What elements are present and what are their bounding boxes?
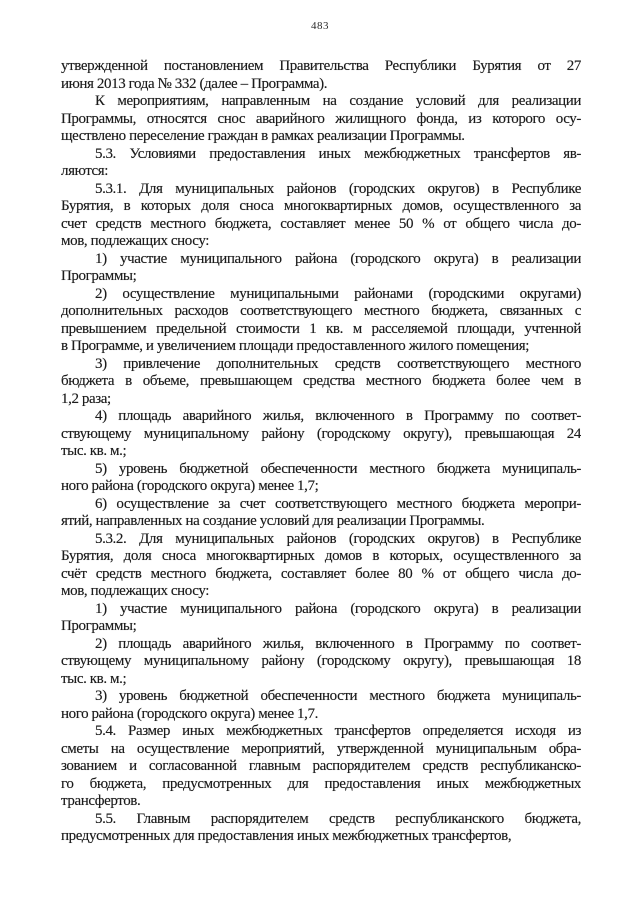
text-line: го бюджета, предусмотренных для предоставления иных межбюджетных — [61, 775, 581, 792]
text-line: мов, подлежащих сносу: — [61, 233, 209, 249]
text-line: дополнительных расходов соответствующего местного бюджета, связанных с — [61, 303, 581, 319]
text-line: трансфертов. — [61, 793, 141, 809]
text-line: ствующему муниципальному району (городскому округу), превышающая 24 — [61, 425, 581, 442]
text-line: сметы на осуществление мероприятий, утвержденной муниципальным обра- — [61, 740, 581, 757]
text-line: 1) участие муниципального района (городского округа) в реализации — [95, 250, 581, 267]
text-line: ного района (городского округа) менее 1,7. — [61, 705, 318, 722]
text-line: 2) площадь аварийного жилья, включенного в Программу по соответ- — [95, 635, 581, 652]
text-line: 4) площадь аварийного жилья, включенного в Программу по соответ- — [95, 408, 581, 424]
text-line: Программы, относятся снос аварийного жилищного фонда, из которого осу- — [61, 110, 581, 127]
text-line: ляются: — [61, 163, 109, 179]
text-line: Программы; — [61, 268, 137, 284]
text-line: 2) осуществление муниципальными районами (городскими округами) — [95, 285, 581, 302]
text-line: утвержденной постановлением Правительства Республики Бурятия от 27 — [61, 58, 581, 74]
text-line: 5.3.1. Для муниципальных районов (городских округов) в Республике — [95, 180, 581, 197]
text-line: бюджета в объеме, превышающем средства местного бюджета более чем в — [61, 373, 581, 389]
text-line: 5.4. Размер иных межбюджетных трансфертов определяется исходя из — [95, 723, 581, 739]
text-line: Бурятия, доля сноса многоквартирных домов в которых, осуществленного за — [61, 548, 581, 564]
text-line: 5.3. Условиями предоставления иных межбюджетных трансфертов яв- — [95, 145, 581, 162]
text-line: 5.5. Главным распорядителем средств республиканского бюджета, — [95, 810, 581, 827]
text-line: ного района (городского округа) менее 1,7; — [61, 478, 319, 494]
text-line: тыс. кв. м.; — [61, 670, 127, 687]
text-line: К мероприятиям, направленным на создание условий для реализации — [95, 93, 581, 109]
text-line: Программы; — [61, 618, 137, 634]
document-body — [61, 58, 581, 846]
text-line: 5) уровень бюджетной обеспеченности местного бюджета муниципаль- — [95, 460, 581, 477]
text-line: счёт средств местного бюджета, составляет более 80 % от общего числа до- — [61, 565, 581, 582]
text-line: 6) осуществление за счет соответствующего местного бюджета меропри- — [95, 495, 581, 512]
text-line: ществлено переселение граждан в рамках реализации Программы. — [61, 128, 465, 144]
text-line: 5.3.2. Для муниципальных районов (городских округов) в Республике — [95, 530, 581, 547]
text-line: Бурятия, в которых доля сноса многоквартирных домов, осуществленного за — [61, 198, 581, 214]
text-line: 1,2 раза; — [61, 390, 111, 407]
text-line: ятий, направленных на создание условий для реализации Программы. — [61, 513, 485, 529]
text-line: тыс. кв. м.; — [61, 443, 127, 459]
text-line: 1) участие муниципального района (городского округа) в реализации — [95, 600, 581, 617]
text-line: 3) уровень бюджетной обеспеченности местного бюджета муниципаль- — [95, 688, 581, 704]
page-number: 483 — [311, 20, 329, 32]
text-line: зованием и согласованной главным распорядителем средств республиканско- — [61, 758, 581, 774]
text-line: ствующему муниципальному району (городскому округу), превышающая 18 — [61, 653, 581, 669]
text-line: счет средств местного бюджета, составляет менее 50 % от общего числа до- — [61, 215, 581, 232]
text-line: предусмотренных для предоставления иных межбюджетных трансфертов, — [61, 828, 512, 844]
text-line: июня 2013 года № 332 (далее – Программа). — [61, 75, 328, 92]
text-line: 3) привлечение дополнительных средств соответствующего местного — [95, 355, 581, 372]
text-line: мов, подлежащих сносу: — [61, 583, 209, 599]
text-line: превышением предельной стоимости 1 кв. м расселяемой площади, учтенной — [61, 320, 581, 337]
text-line: в Программе, и увеличением площади предоставленного жилого помещения; — [61, 338, 530, 354]
